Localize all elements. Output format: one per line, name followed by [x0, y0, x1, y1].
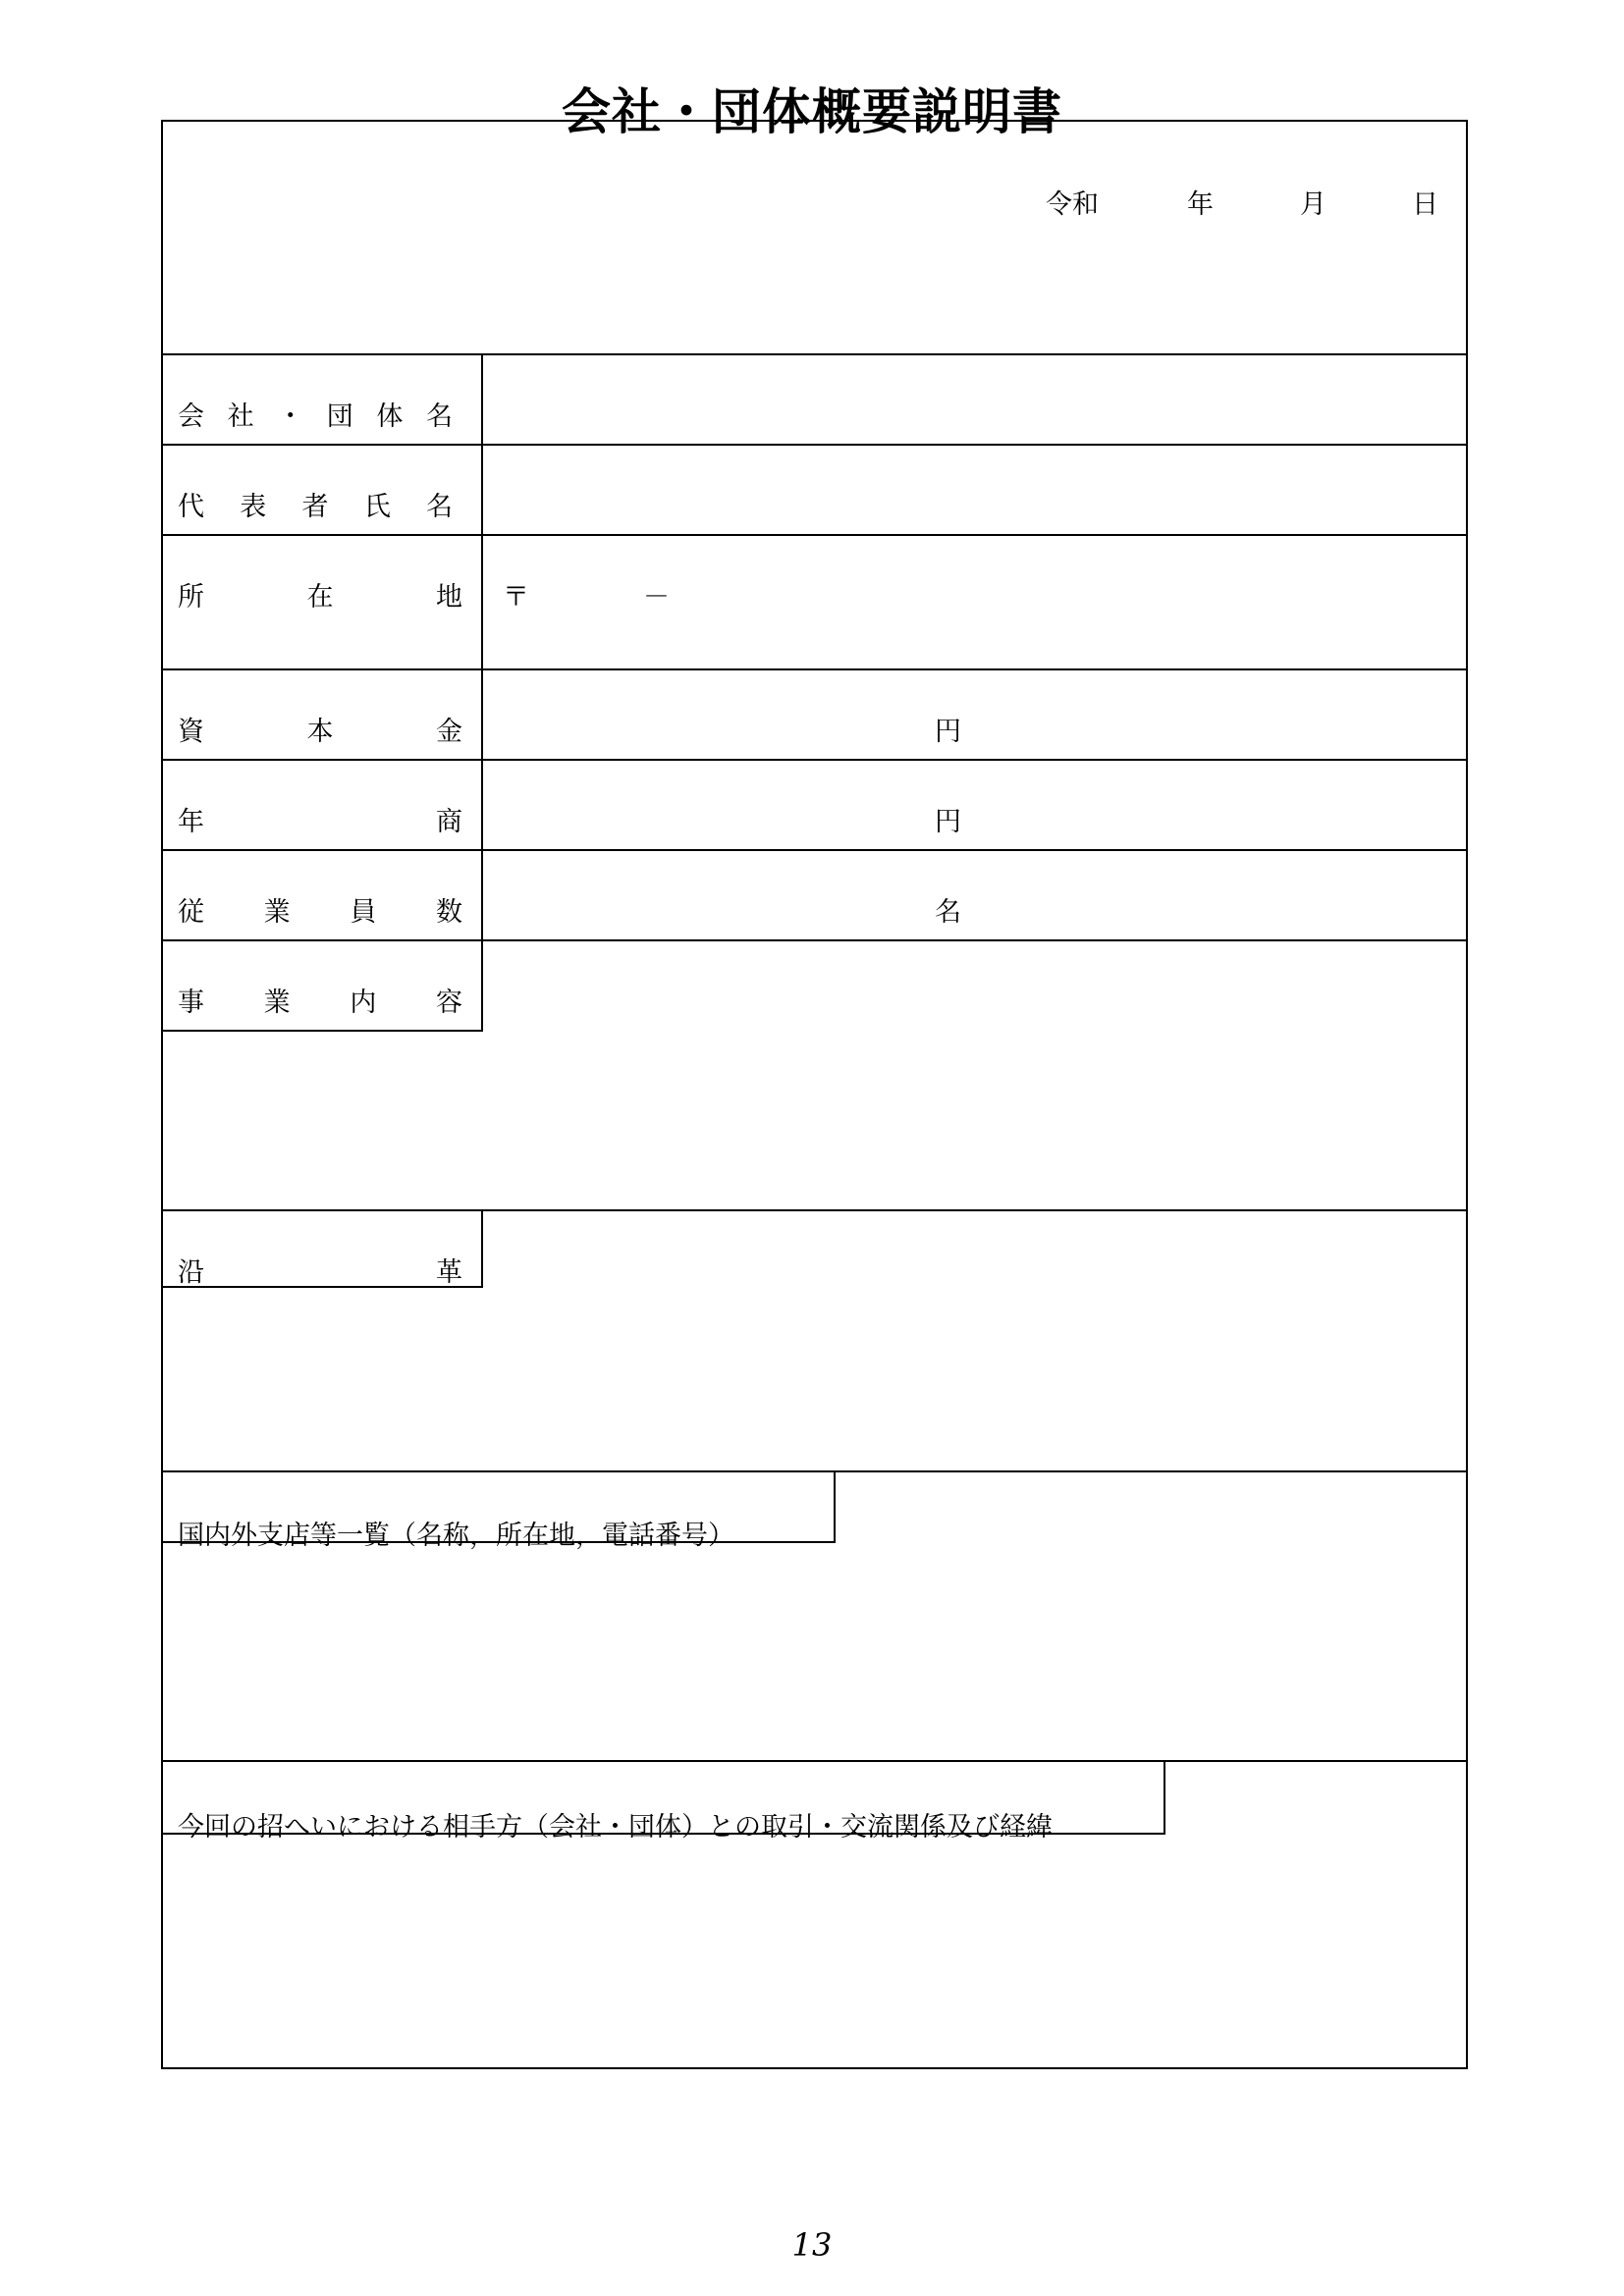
divider-employees: [161, 939, 1468, 941]
date-era: 令和: [1046, 189, 1099, 220]
divider-header: [161, 353, 1468, 355]
label-column-divider: [481, 353, 483, 1032]
page-title: 会社・団体概要説明書: [562, 83, 1062, 140]
divider-business: [161, 1209, 1468, 1211]
business-label-bottom: [161, 1030, 483, 1032]
relations-label-divider: [1164, 1760, 1165, 1835]
divider-branches: [161, 1760, 1468, 1762]
label-capital: 資 本 金: [178, 717, 462, 747]
capital-unit: 円: [935, 717, 961, 747]
employees-unit: 名: [935, 897, 961, 928]
divider-address: [161, 668, 1468, 670]
label-business: 事 業 内 容: [178, 988, 462, 1018]
postal-mark: 〒: [503, 582, 529, 613]
page-number: 13: [791, 2226, 833, 2264]
sales-unit: 円: [935, 807, 961, 837]
label-company-name: 会 社 ・ 団 体 名: [178, 401, 453, 432]
label-employees: 従 業 員 数: [178, 897, 462, 928]
label-annual-sales: 年 商: [178, 807, 462, 837]
date-month: 月: [1300, 189, 1326, 220]
label-address: 所 在 地: [178, 582, 462, 613]
divider-history: [161, 1470, 1468, 1472]
label-relations: 今回の招へいにおける相手方（会社・団体）との取引・交流関係及び経緯: [178, 1812, 1053, 1842]
history-label-divider: [481, 1209, 483, 1288]
divider-annual-sales: [161, 849, 1468, 851]
divider-company-name: [161, 444, 1468, 446]
divider-representative: [161, 534, 1468, 536]
branches-label-divider: [834, 1470, 836, 1543]
date-year: 年: [1187, 189, 1214, 220]
divider-capital: [161, 759, 1468, 761]
date-day: 日: [1412, 189, 1438, 220]
postal-dash: －: [643, 582, 670, 613]
label-history: 沿 革: [178, 1257, 462, 1288]
label-representative: 代 表 者 氏 名: [178, 492, 453, 522]
label-branches: 国内外支店等一覧（名称，所在地，電話番号）: [178, 1521, 734, 1551]
